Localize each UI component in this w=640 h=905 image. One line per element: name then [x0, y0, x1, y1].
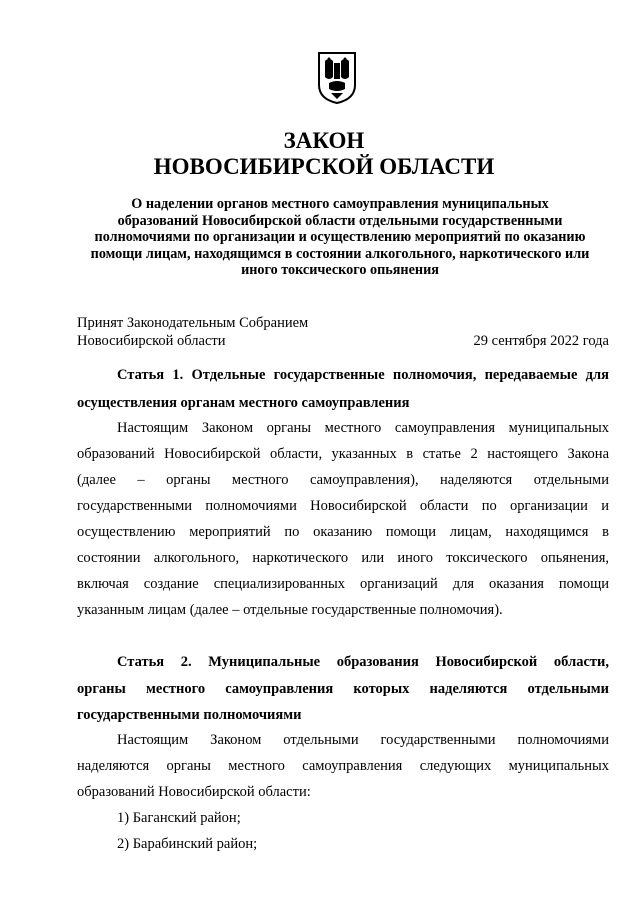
coat-of-arms-icon [317, 51, 357, 105]
article-2-heading-cont: государственными полномочиями [77, 707, 302, 723]
list-item: 1) Баганский район; [117, 810, 241, 826]
article-1-body-line: осуществлению мероприятий по оказанию помощи лицам, находящимся в [77, 524, 609, 540]
adoption-line: Новосибирской области [77, 333, 226, 349]
article-1-heading-cont: осуществления органам местного самоуправления [77, 395, 410, 411]
subject-line: полномочиями по организации и осуществлению мероприятий по оказанию [94, 229, 586, 246]
law-region-title: НОВОСИБИРСКОЙ ОБЛАСТИ [153, 154, 495, 179]
law-title: ЗАКОН [283, 128, 365, 153]
adoption-date: 29 сентября 2022 года [473, 333, 609, 349]
article-1-body-line: состоянии алкогольного, наркотического или иного токсического опьянения, [77, 550, 609, 566]
article-1-body-line: включая создание специализированных организаций для оказания помощи [77, 576, 609, 592]
subject-line: образований Новосибирской области отдельными государственными [117, 212, 563, 229]
adoption-line: Принят Законодательным Собранием [77, 315, 309, 331]
article-2-body-line: образований Новосибирской области: [77, 784, 311, 800]
article-1-body-line: Настоящим Законом органы местного самоуправления муниципальных [117, 420, 609, 436]
law-subject [70, 196, 610, 279]
article-2-heading: Статья 2. Муниципальные образования Новосибирской области, [117, 654, 609, 670]
article-1-body-line: (далее – органы местного самоуправления), наделяются отдельными [77, 472, 609, 488]
article-1-body-line: образований Новосибирской области, указанных в статье 2 настоящего Закона [77, 446, 609, 462]
article-1-body-line: государственными полномочиями Новосибирской области по организации и [77, 498, 609, 514]
article-2-heading-cont: органы местного самоуправления которых наделяются отдельными [77, 681, 609, 697]
article-1-heading: Статья 1. Отдельные государственные полномочия, передаваемые для [117, 367, 609, 383]
article-1-body-line: указанным лицам (далее – отдельные государственные полномочия). [77, 602, 503, 618]
subject-line: иного токсического опьянения [241, 262, 439, 279]
adoption-info [77, 314, 308, 350]
subject-line: помощи лицам, находящимся в состоянии алкогольного, наркотического или [90, 245, 590, 262]
article-2-body-line: наделяются органы местного самоуправления следующих муниципальных [77, 758, 609, 774]
subject-line: О наделении органов местного самоуправления муниципальных [131, 196, 549, 212]
article-2-body-line: Настоящим Законом отдельными государственными полномочиями [117, 732, 609, 748]
list-item: 2) Барабинский район; [117, 836, 258, 852]
